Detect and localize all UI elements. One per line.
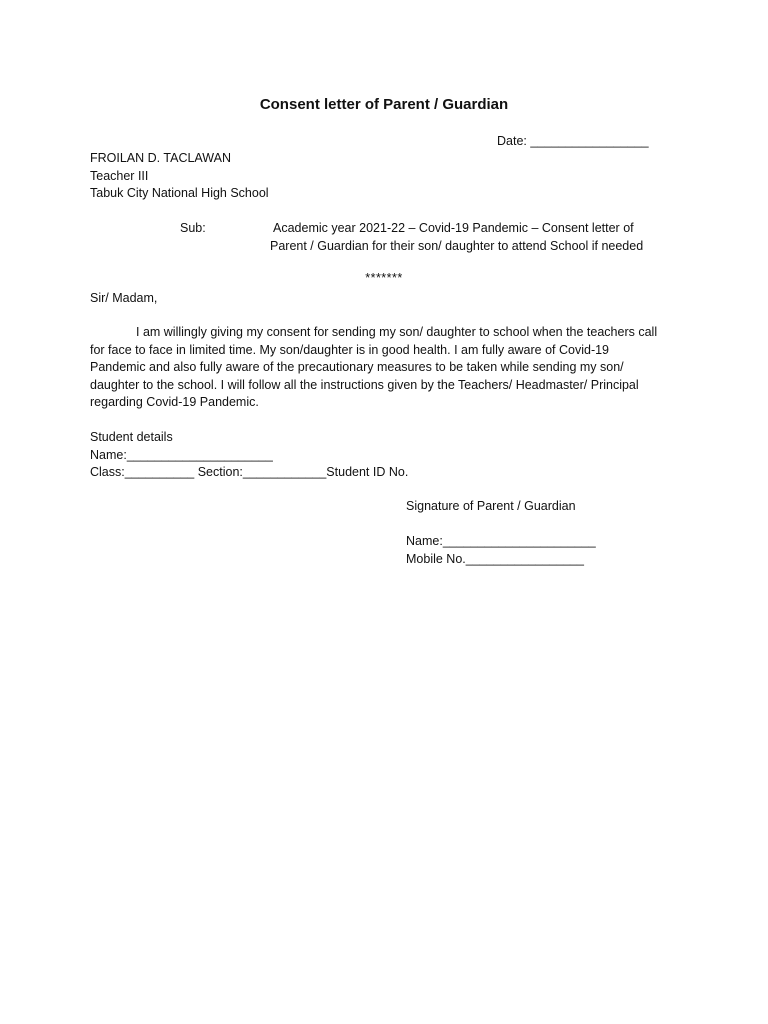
body-line-2: for face to face in limited time. My son/daughter is in good health. I am fully aware of Covid-19 bbox=[90, 342, 610, 357]
signature-title: Signature of Parent / Guardian bbox=[406, 499, 576, 513]
guardian-mobile-field: Mobile No._________________ bbox=[406, 551, 584, 566]
subject-line-1: Academic year 2021-22 – Covid-19 Pandemic – Consent letter of bbox=[273, 221, 634, 235]
date-field: Date: _________________ bbox=[497, 134, 649, 148]
salutation: Sir/ Madam, bbox=[90, 291, 158, 305]
subject-text bbox=[270, 220, 644, 255]
student-class-field: Class:__________ Section:____________Student ID No. bbox=[90, 465, 409, 479]
recipient-position: Teacher III bbox=[90, 168, 149, 183]
body-line-3: Pandemic and also fully aware of the precautionary measures to be taken while sending my son/ bbox=[90, 360, 624, 374]
body-line-1: I am willingly giving my consent for sending my son/ daughter to school when the teachers call bbox=[136, 325, 658, 339]
letter-title: Consent letter of Parent / Guardian bbox=[259, 96, 509, 113]
body-line-5: regarding Covid-19 Pandemic. bbox=[90, 395, 259, 409]
signature-block bbox=[406, 533, 596, 568]
student-details-block bbox=[90, 429, 408, 482]
subject-label: Sub: bbox=[180, 221, 206, 235]
body-line-4: daughter to the school. I will follow all the instructions given by the Teachers/ Headmaster/ Principal bbox=[90, 377, 639, 392]
body-paragraph bbox=[90, 324, 670, 412]
recipient-name: FROILAN D. TACLAWAN bbox=[90, 151, 231, 165]
student-name-field: Name:_____________________ bbox=[90, 447, 273, 462]
guardian-name-field: Name:______________________ bbox=[406, 534, 596, 548]
subject-line-2: Parent / Guardian for their son/ daughter to attend School if needed bbox=[270, 238, 644, 253]
student-details-heading: Student details bbox=[90, 430, 173, 444]
separator: ******* bbox=[365, 271, 403, 285]
recipient-school: Tabuk City National High School bbox=[90, 186, 269, 200]
recipient-block bbox=[90, 150, 269, 203]
